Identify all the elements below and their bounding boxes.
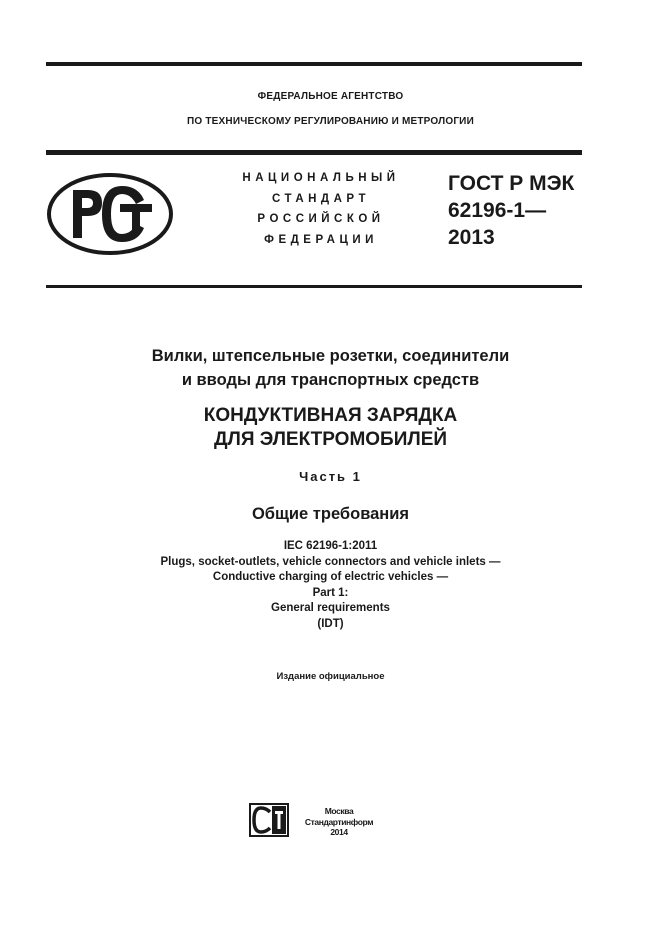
subtitle: Общие требования bbox=[251, 505, 410, 523]
english-line: Conductive charging of electric vehicles — bbox=[212, 571, 449, 584]
standard-type-line: ФЕДЕРАЦИИ bbox=[264, 233, 378, 246]
english-line: Part 1: bbox=[312, 586, 349, 599]
agency-line-1: ФЕДЕРАЛЬНОЕ АГЕНТСТВО bbox=[257, 91, 404, 102]
title-line: и вводы для транспортных средств bbox=[181, 371, 480, 389]
agency-line-2: ПО ТЕХНИЧЕСКОМУ РЕГУЛИРОВАНИЮ И МЕТРОЛОГИИ bbox=[187, 116, 474, 127]
title-line: Вилки, штепсельные розетки, соединители bbox=[151, 347, 510, 365]
rst-logo-icon bbox=[46, 172, 174, 256]
publisher-city: Москва bbox=[324, 806, 354, 816]
english-line: General requirements bbox=[271, 602, 390, 615]
english-line: (IDT) bbox=[317, 617, 344, 630]
publisher-year: 2014 bbox=[330, 827, 348, 837]
english-line: Plugs, socket-outlets, vehicle connectors and vehicle inlets — bbox=[160, 555, 501, 568]
publisher-info bbox=[296, 806, 382, 838]
standard-code-line: ГОСТ Р МЭК bbox=[448, 172, 575, 195]
code-rule bbox=[46, 285, 582, 288]
part-label: Часть 1 bbox=[299, 469, 362, 484]
standard-type-line: НАЦИОНАЛЬНЫЙ bbox=[242, 172, 400, 184]
standard-type-line: СТАНДАРТ bbox=[272, 192, 370, 205]
english-line: IEC 62196-1:2011 bbox=[283, 540, 378, 552]
title-main bbox=[0, 404, 661, 452]
title-line: КОНДУКТИВНАЯ ЗАРЯДКА bbox=[203, 405, 458, 426]
header-rule bbox=[46, 150, 582, 155]
title-line: ДЛЯ ЭЛЕКТРОМОБИЛЕЙ bbox=[213, 429, 448, 450]
standartinform-logo-icon bbox=[249, 803, 289, 837]
edition-label: Издание официальное bbox=[276, 671, 385, 682]
standard-type-line: РОССИЙСКОЙ bbox=[257, 213, 385, 225]
publisher-name: Стандартинформ bbox=[304, 816, 374, 827]
standard-code-line: 2013 bbox=[448, 226, 495, 249]
standard-code bbox=[448, 170, 574, 251]
top-rule bbox=[46, 62, 582, 66]
standard-type-label bbox=[228, 168, 414, 250]
english-title-block bbox=[0, 539, 661, 633]
title-russian bbox=[0, 344, 661, 392]
standard-code-line: 62196-1— bbox=[448, 199, 547, 222]
